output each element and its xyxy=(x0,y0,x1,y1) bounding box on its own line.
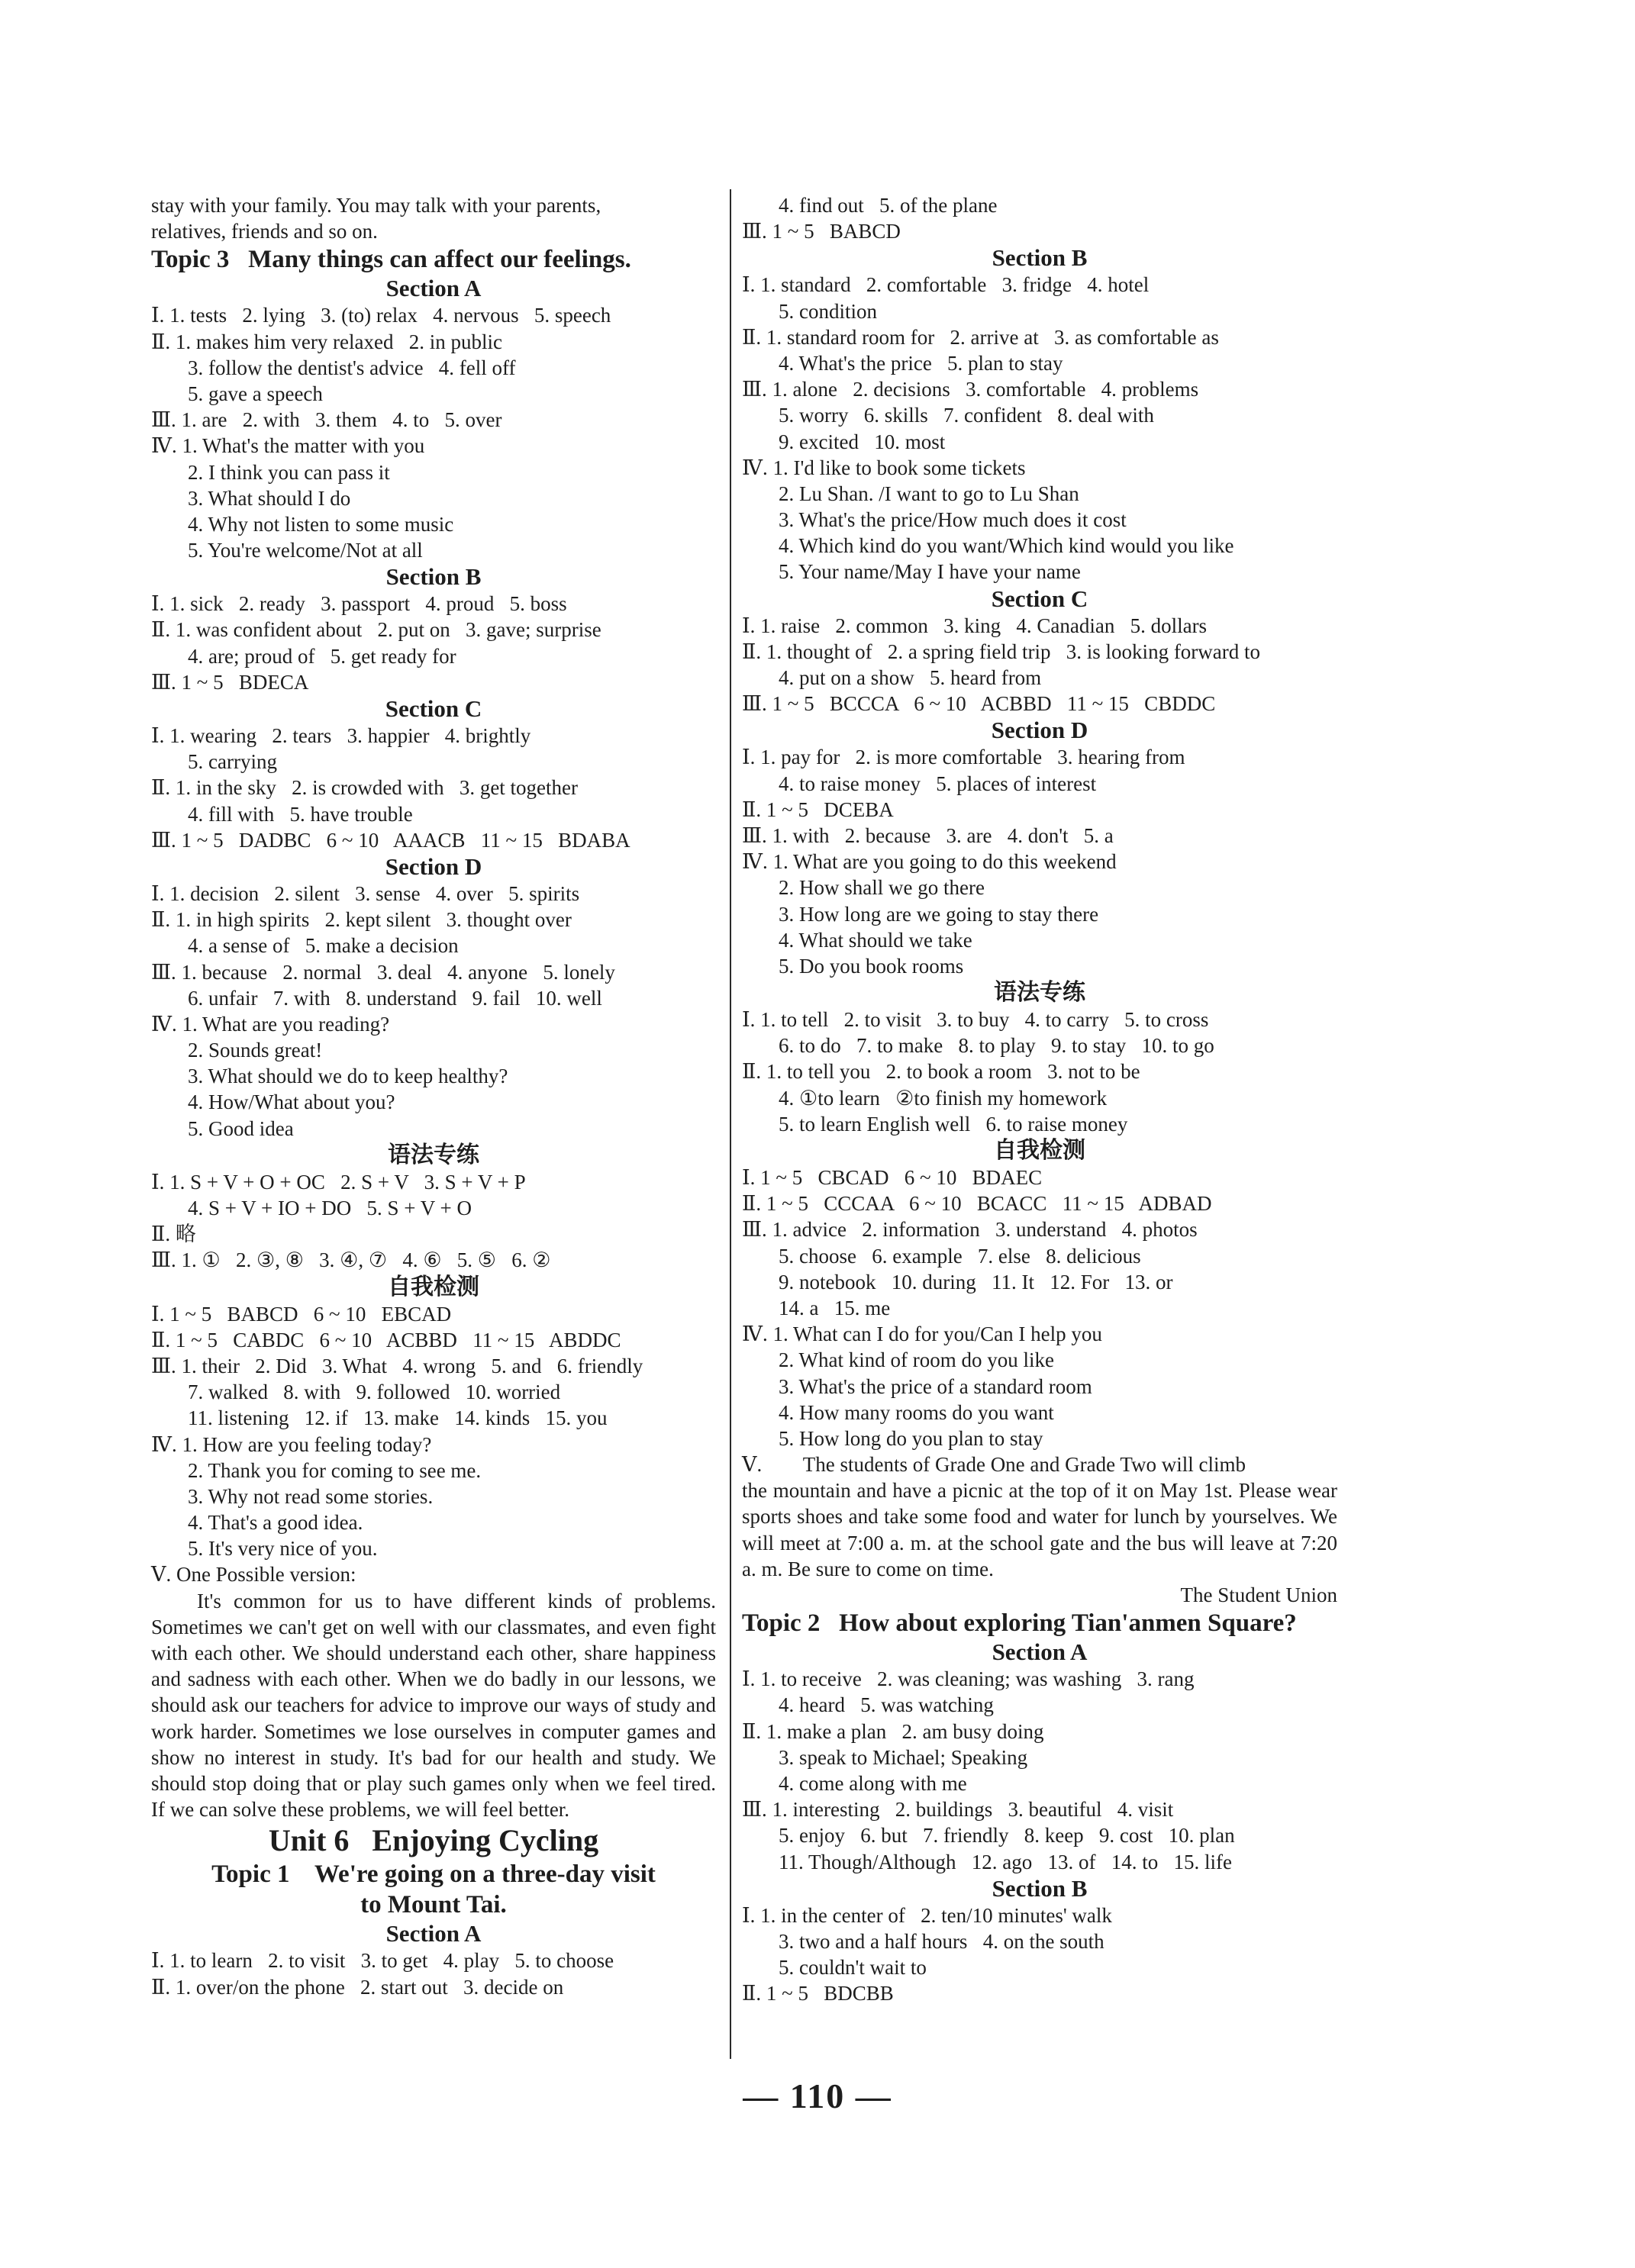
answer-line: Ⅱ. 1. over/on the phone 2. start out 3. decide on xyxy=(151,1975,564,1999)
answer-line: 2. Lu Shan. /I want to go to Lu Shan xyxy=(779,482,1079,505)
answer-line: Ⅰ. 1. to tell 2. to visit 3. to buy 4. to carry 5. to cross xyxy=(742,1008,1209,1032)
answer-line: Ⅴ. The students of Grade One and Grade Two will climb xyxy=(742,1453,1246,1477)
answer-line: 4. come along with me xyxy=(779,1772,967,1795)
answer-line: 3. What should we do to keep healthy? xyxy=(188,1065,508,1088)
answer-line: 4. S + V + IO + DO 5. S + V + O xyxy=(188,1197,472,1219)
answer-line: 5. gave a speech xyxy=(188,382,323,405)
answer-line: Ⅳ. 1. I'd like to book some tickets xyxy=(742,456,1026,479)
answer-line: Ⅲ. 1. advice 2. information 3. understand 4. photos xyxy=(742,1218,1198,1242)
page-number: — 110 — xyxy=(743,2076,892,2115)
answer-line: 5. You're welcome/Not at all xyxy=(188,539,423,562)
answer-line: Ⅴ. One Possible version: xyxy=(151,1563,356,1587)
answer-line: 5. to learn English well 6. to raise money xyxy=(779,1112,1128,1136)
answer-line: 5. How long do you plan to stay xyxy=(779,1426,1043,1450)
answer-line: Ⅱ. 1 ~ 5 BDCBB xyxy=(742,1982,894,2005)
section-heading: Section C xyxy=(991,585,1088,612)
answer-line: 4. How/What about you? xyxy=(188,1091,395,1114)
practice-heading: 自我检测 xyxy=(994,1137,1085,1164)
answer-line: 2. How shall we go there xyxy=(779,876,985,900)
answer-line: 3. What's the price/How much does it cost xyxy=(779,508,1127,532)
section-heading: Section A xyxy=(992,1638,1088,1666)
section-heading: Section D xyxy=(385,852,482,880)
answer-line: Ⅱ. 1. thought of 2. a spring field trip 3. is looking forward to xyxy=(742,639,1261,663)
answer-line: 2. Sounds great! xyxy=(188,1039,323,1062)
section-heading: Section B xyxy=(992,244,1088,272)
right-column xyxy=(742,192,1337,2007)
answer-line: Ⅲ. 1. interesting 2. buildings 3. beautiful 4. visit xyxy=(742,1798,1174,1822)
answer-line: 4. Which kind do you want/Which kind would you like xyxy=(779,534,1234,558)
answer-line: Ⅲ. 1 ~ 5 BABCD xyxy=(742,220,901,243)
answer-line: 3. follow the dentist's advice 4. fell off xyxy=(188,356,516,379)
answer-line: 4. are; proud of 5. get ready for xyxy=(188,644,456,668)
text-line: stay with your family. You may talk with your parents, xyxy=(151,194,601,217)
answer-line: Ⅰ. 1. wearing 2. tears 3. happier 4. brightly xyxy=(151,724,531,747)
answer-line: Ⅲ. 1. are 2. with 3. them 4. to 5. over xyxy=(151,408,502,432)
answer-line: 7. walked 8. with 9. followed 10. worried xyxy=(188,1380,561,1404)
notice-paragraph: the mountain and have a picnic at the top of it on May 1st. Please wear sports shoes and take some food and water for lunch by yourselves. We will meet at 7:00 a. m. at the school gate and the bus will leave at 7:20 a. m. Be sure to come on time. xyxy=(742,1479,1337,1580)
answer-line: 5. couldn't wait to xyxy=(779,1956,927,1980)
answer-line: Ⅰ. 1. standard 2. comfortable 3. fridge 4. hotel xyxy=(742,273,1150,297)
answer-line: 5. Your name/May I have your name xyxy=(779,560,1081,584)
section-heading: Section A xyxy=(385,1920,482,1947)
answer-line: Ⅰ. 1. S + V + O + OC 2. S + V 3. S + V + P xyxy=(151,1170,526,1194)
answer-line: 4. Why not listen to some music xyxy=(188,512,454,536)
answer-line: Ⅳ. 1. How are you feeling today? xyxy=(151,1432,432,1456)
answer-line: 4. What should we take xyxy=(779,928,972,952)
answer-line: 5. Good idea xyxy=(188,1116,294,1140)
answer-line: Ⅲ. 1. with 2. because 3. are 4. don't 5. a xyxy=(742,823,1114,847)
answer-line: Ⅱ. 略 xyxy=(151,1223,196,1246)
answer-line: 4. find out 5. of the plane xyxy=(779,194,998,217)
section-heading: Section D xyxy=(991,717,1088,744)
answer-line: Ⅳ. 1. What are you going to do this weekend xyxy=(742,850,1117,874)
answer-line: Ⅲ. 1. alone 2. decisions 3. comfortable 4. problems xyxy=(742,378,1199,401)
practice-heading: 语法专练 xyxy=(994,979,1085,1007)
answer-line: 6. to do 7. to make 8. to play 9. to stay 10. to go xyxy=(779,1034,1214,1058)
answer-line: Ⅳ. 1. What can I do for you/Can I help you xyxy=(742,1322,1102,1346)
answer-line: 5. enjoy 6. but 7. friendly 8. keep 9. cost 10. plan xyxy=(779,1824,1235,1848)
answer-line: 4. ①to learn ②to finish my homework xyxy=(779,1086,1108,1110)
answer-line: Ⅱ. 1. standard room for 2. arrive at 3. as comfortable as xyxy=(742,325,1219,349)
signature: The Student Union xyxy=(1180,1583,1337,1607)
answer-line: Ⅰ. 1. in the center of 2. ten/10 minutes' walk xyxy=(742,1903,1112,1927)
answer-line: Ⅲ. 1. because 2. normal 3. deal 4. anyone 5. lonely xyxy=(151,960,615,984)
answer-line: 4. That's a good idea. xyxy=(188,1511,363,1535)
section-heading: Section C xyxy=(385,695,482,722)
answer-line: 3. What's the price of a standard room xyxy=(779,1374,1092,1398)
answer-line: Ⅲ. 1 ~ 5 BDECA xyxy=(151,670,309,694)
answer-line: Ⅰ. 1. sick 2. ready 3. passport 4. proud 5. boss xyxy=(151,592,567,616)
answer-line: Ⅱ. 1. to tell you 2. to book a room 3. not to be xyxy=(742,1060,1140,1084)
answer-line: 5. condition xyxy=(779,299,877,323)
answer-line: 4. How many rooms do you want xyxy=(779,1400,1054,1424)
answer-line: Ⅲ. 1 ~ 5 BCCCA 6 ~ 10 ACBBD 11 ~ 15 CBDDC xyxy=(742,692,1216,716)
answer-line: 11. listening 12. if 13. make 14. kinds 15. you xyxy=(188,1406,608,1430)
answer-line: 6. unfair 7. with 8. understand 9. fail 10. well xyxy=(188,986,602,1010)
answer-line: Ⅰ. 1. tests 2. lying 3. (to) relax 4. nervous 5. speech xyxy=(151,304,611,327)
answer-line: 4. to raise money 5. places of interest xyxy=(779,772,1097,795)
answer-line: Ⅲ. 1. ① 2. ③, ⑧ 3. ④, ⑦ 4. ⑥ 5. ⑤ 6. ② xyxy=(151,1248,551,1272)
topic-heading: to Mount Tai. xyxy=(360,1891,507,1919)
answer-line: 5. worry 6. skills 7. confident 8. deal with xyxy=(779,404,1154,427)
answer-line: 2. I think you can pass it xyxy=(188,460,390,484)
answer-line: Ⅱ. 1. in the sky 2. is crowded with 3. get together xyxy=(151,776,579,800)
answer-line: Ⅳ. 1. What are you reading? xyxy=(151,1012,390,1036)
answer-line: 4. put on a show 5. heard from xyxy=(779,666,1042,689)
answer-line: 5. Do you book rooms xyxy=(779,954,964,978)
answer-line: 5. carrying xyxy=(188,750,277,774)
answer-line: 5. It's very nice of you. xyxy=(188,1537,378,1561)
answer-line: 2. What kind of room do you like xyxy=(779,1348,1054,1372)
topic-heading: Topic 3 Many things can affect our feelings. xyxy=(151,246,631,274)
text-line: relatives, friends and so on. xyxy=(151,220,378,243)
answer-line: 3. two and a half hours 4. on the south xyxy=(779,1929,1105,1953)
topic-heading: Topic 2 How about exploring Tian'anmen Square? xyxy=(742,1609,1297,1638)
answer-line: 2. Thank you for coming to see me. xyxy=(188,1458,482,1482)
practice-heading: 自我检测 xyxy=(388,1273,479,1300)
left-column xyxy=(151,192,716,2000)
answer-line: Ⅰ. 1. raise 2. common 3. king 4. Canadian 5. dollars xyxy=(742,614,1208,637)
answer-line: Ⅰ. 1. to receive 2. was cleaning; was washing 3. rang xyxy=(742,1667,1195,1691)
answer-line: Ⅲ. 1. their 2. Did 3. What 4. wrong 5. and 6. friendly xyxy=(151,1354,643,1377)
answer-line: Ⅱ. 1 ~ 5 CCCAA 6 ~ 10 BCACC 11 ~ 15 ADBAD xyxy=(742,1192,1212,1216)
answer-line: Ⅰ. 1 ~ 5 BABCD 6 ~ 10 EBCAD xyxy=(151,1302,452,1326)
essay-paragraph: It's common for us to have different kinds of problems. Sometimes we can't get on well with our classmates, and even fight with each other. We should understand each other, share happiness and sadness with each other. When we do badly in our lessons, we should ask our teachers for advice to improve our ways of study and work harder. Sometimes we lose ourselves in computer games and show no interest in study. It's bad for our health and study. We should stop doing that or play such games only when we feel tired. If we can solve these problems, we will feel better. xyxy=(151,1589,716,1822)
answer-line: 9. excited 10. most xyxy=(779,430,946,453)
answer-line: Ⅰ. 1. to learn 2. to visit 3. to get 4. play 5. to choose xyxy=(151,1949,614,1973)
column-divider xyxy=(730,189,731,2059)
answer-line: Ⅱ. 1 ~ 5 DCEBA xyxy=(742,797,894,821)
answer-line: 3. speak to Michael; Speaking xyxy=(779,1745,1028,1769)
answer-line: 4. fill with 5. have trouble xyxy=(188,802,413,826)
answer-line: 5. choose 6. example 7. else 8. delicious xyxy=(779,1244,1141,1268)
section-heading: Section A xyxy=(385,275,482,302)
answer-line: Ⅰ. 1. pay for 2. is more comfortable 3. hearing from xyxy=(742,746,1185,769)
answer-line: 9. notebook 10. during 11. It 12. For 13. or xyxy=(779,1270,1173,1293)
practice-heading: 语法专练 xyxy=(388,1141,479,1168)
answer-line: 4. What's the price 5. plan to stay xyxy=(779,351,1063,375)
section-heading: Section B xyxy=(385,563,482,591)
answer-line: 11. Though/Although 12. ago 13. of 14. to 15. life xyxy=(779,1850,1232,1873)
topic-heading: Topic 1 We're going on a three-day visit xyxy=(211,1860,656,1889)
answer-line: Ⅱ. 1. make a plan 2. am busy doing xyxy=(742,1719,1044,1743)
answer-line: Ⅳ. 1. What's the matter with you xyxy=(151,434,425,458)
section-heading: Section B xyxy=(992,1874,1088,1902)
answer-line: Ⅱ. 1. makes him very relaxed 2. in public xyxy=(151,330,502,353)
answer-line: 4. a sense of 5. make a decision xyxy=(188,934,459,958)
answer-line: Ⅲ. 1 ~ 5 DADBC 6 ~ 10 AAACB 11 ~ 15 BDABA xyxy=(151,828,630,852)
answer-line: 3. Why not read some stories. xyxy=(188,1484,434,1508)
unit-heading: Unit 6 Enjoying Cycling xyxy=(268,1823,599,1858)
answer-line: Ⅱ. 1. was confident about 2. put on 3. gave; surprise xyxy=(151,618,601,642)
answer-line: 3. How long are we going to stay there xyxy=(779,902,1099,926)
answer-line: Ⅱ. 1 ~ 5 CABDC 6 ~ 10 ACBBD 11 ~ 15 ABDDC xyxy=(151,1328,621,1351)
answer-line: 14. a 15. me xyxy=(779,1296,891,1319)
answer-line: Ⅰ. 1 ~ 5 CBCAD 6 ~ 10 BDAEC xyxy=(742,1166,1043,1189)
answer-line: Ⅱ. 1. in high spirits 2. kept silent 3. thought over xyxy=(151,908,572,932)
answer-line: Ⅰ. 1. decision 2. silent 3. sense 4. over 5. spirits xyxy=(151,881,580,905)
answer-line: 3. What should I do xyxy=(188,486,351,510)
answer-line: 4. heard 5. was watching xyxy=(779,1693,994,1717)
